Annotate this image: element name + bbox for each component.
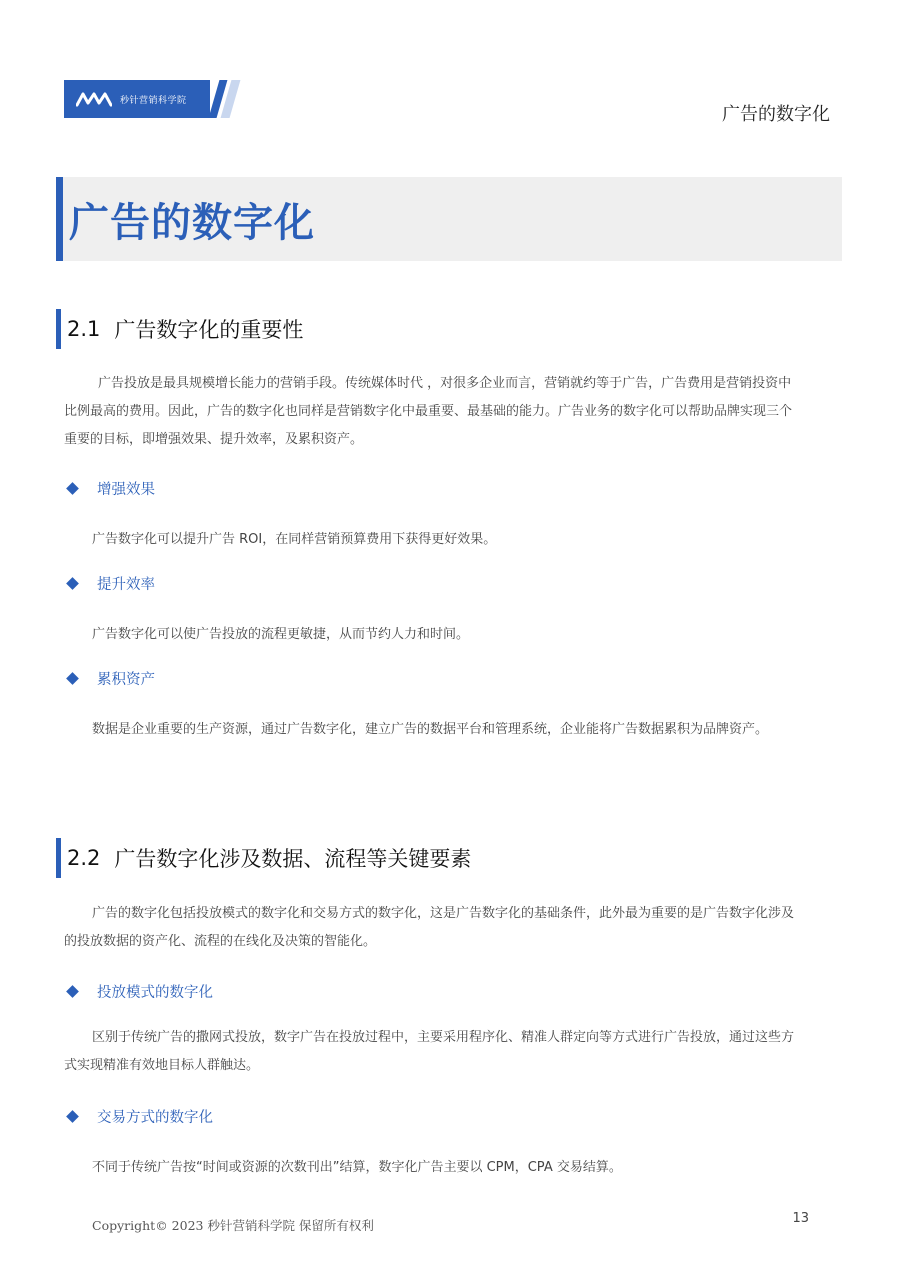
bullet-title: 交易方式的数字化	[97, 1110, 213, 1126]
brand-logo	[64, 80, 234, 118]
diamond-bullet-icon	[66, 672, 79, 685]
bullet-item	[64, 981, 213, 1002]
diamond-bullet-icon	[66, 1110, 79, 1123]
section1-intro	[64, 370, 834, 454]
body-line: 区别于传统广告的撒网式投放，数字广告在投放过程中，主要采用程序化、精准人群定向等方式进行广告投放，通过这些方	[92, 1030, 795, 1045]
diamond-bullet-icon	[66, 482, 79, 495]
logo-text: 秒针营销科学院	[120, 95, 187, 106]
section-heading-2-2	[56, 838, 471, 878]
bullet-item	[64, 478, 155, 499]
copyright-footer: Copyright© 2023 秒针营销科学院 保留所有权利	[92, 1218, 374, 1233]
section-title: 广告数字化涉及数据、流程等关键要素	[114, 847, 472, 871]
intro-line: 比例最高的费用。因此，广告的数字化也同样是营销数字化中最重要、最基础的能力。广告业务的数字化可以帮助品牌实现三个	[64, 404, 793, 419]
section-number: 2.2	[67, 846, 101, 870]
bullet-body	[64, 1024, 834, 1080]
chapter-title: 广告的数字化	[69, 200, 315, 246]
diamond-bullet-icon	[66, 577, 79, 590]
bullet-body: 广告数字化可以使广告投放的流程更敏捷，从而节约人力和时间。	[92, 627, 470, 642]
intro-line: 重要的目标，即增强效果、提升效率，及累积资产。	[64, 432, 364, 447]
wave-m-icon	[76, 90, 112, 108]
section-number: 2.1	[67, 317, 101, 341]
body-line: 式实现精准有效地目标人群触达。	[64, 1058, 260, 1073]
bullet-title: 提升效率	[97, 577, 155, 593]
bullet-item	[64, 668, 155, 689]
intro-line: 广告投放是最具规模增长能力的营销手段。传统媒体时代 ，对很多企业而言，营销就约等于广告，广告费用是营销投资中	[98, 376, 792, 391]
diamond-bullet-icon	[66, 985, 79, 998]
bullet-title: 投放模式的数字化	[97, 985, 213, 1001]
bullet-body: 广告数字化可以提升广告 ROI，在同样营销预算费用下获得更好效果。	[92, 532, 497, 547]
bullet-title: 增强效果	[97, 482, 155, 498]
page-number: 13	[792, 1211, 809, 1226]
running-title: 广告的数字化	[722, 104, 830, 125]
intro-line: 的投放数据的资产化、流程的在线化及决策的智能化。	[64, 934, 377, 949]
bullet-body: 数据是企业重要的生产资源，通过广告数字化，建立广告的数据平台和管理系统，企业能将广告数据累积为品牌资产。	[92, 722, 769, 737]
bullet-item	[64, 1106, 213, 1127]
bullet-item	[64, 573, 155, 594]
section2-intro	[64, 900, 834, 956]
intro-line: 广告的数字化包括投放模式的数字化和交易方式的数字化，这是广告数字化的基础条件，此外最为重要的是广告数字化涉及	[92, 906, 795, 921]
section-heading-2-1	[56, 309, 303, 349]
bullet-body: 不同于传统广告按“时间或资源的次数刊出”结算，数字化广告主要以 CPM，CPA 交易结算。	[92, 1160, 622, 1175]
logo-box	[64, 80, 210, 118]
bullet-title: 累积资产	[97, 672, 155, 688]
chapter-title-band	[56, 177, 842, 261]
section-title: 广告数字化的重要性	[114, 318, 304, 342]
